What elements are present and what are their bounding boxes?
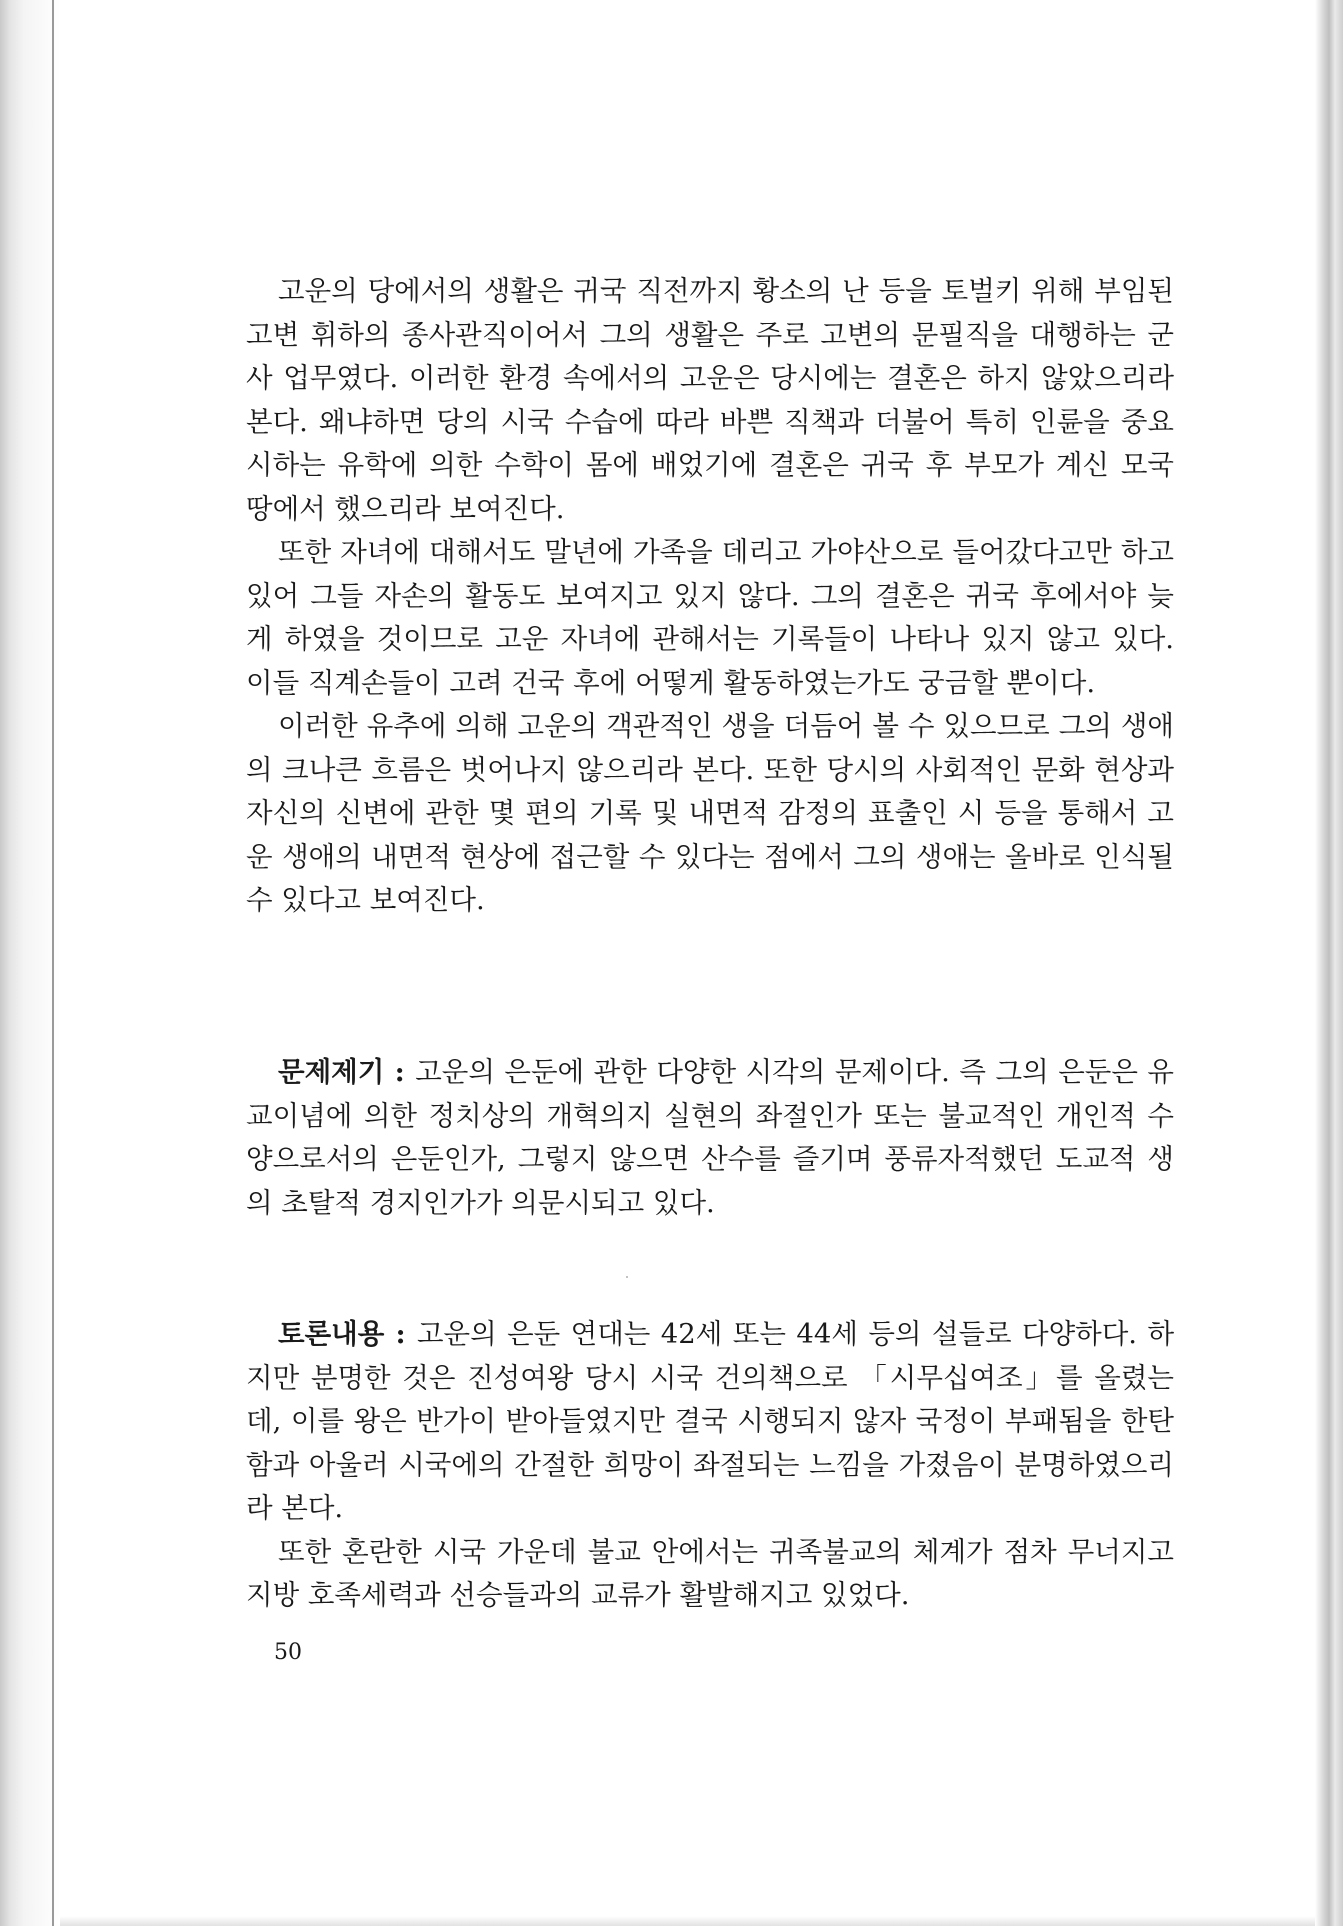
binding-shadow	[0, 0, 72, 1926]
page-number: 50	[274, 1640, 302, 1665]
discussion-section	[246, 1313, 1174, 1618]
paragraph: 또한 자녀에 대해서도 말년에 가족을 데리고 가야산으로 들어갔다고만 하고 있어 그들 자손의 활동도 보여지고 있지 않다. 그의 결혼은 귀국 후에서야 늦게 하였을 것이므로 고운 자녀에 관해서는 기록들이 나타나 있지 않고 있다. 이들 직계손들이 고려 건국 후에 어떻게 활동하였는가도 궁금할 뿐이다.	[246, 536, 1174, 699]
discussion-label: 토론내용 :	[278, 1318, 417, 1350]
problem-label: 문제제기 :	[278, 1056, 416, 1088]
paragraph: 이러한 유추에 의해 고운의 객관적인 생을 더듬어 볼 수 있으므로 그의 생애의 크나큰 흐름은 벗어나지 않으리라 본다. 또한 당시의 사회적인 문화 현상과 자신의 신변에 관한 몇 편의 기록 및 내면적 감정의 표출인 시 등을 통해서 고운 생애의 내면적 현상에 접근할 수 있다는 점에서 그의 생애는 올바로 인식될 수 있다고 보여진다.	[246, 710, 1174, 916]
body-text	[246, 270, 1174, 923]
page-left-edge	[52, 0, 54, 1926]
problem-paragraph	[246, 1051, 1174, 1225]
discussion-continuation: 또한 혼란한 시국 가운데 불교 안에서는 귀족불교의 체계가 점차 무너지고 지방 호족세력과 선승들과의 교류가 활발해지고 있었다.	[246, 1535, 1174, 1611]
page-bottom-edge	[60, 1916, 1315, 1926]
page-stack-edge	[1315, 0, 1343, 1926]
discussion-text: 고운의 은둔 연대는 42세 또는 44세 등의 설들로 다양하다. 하지만 분명한 것은 진성여왕 당시 시국 건의책으로 「시무십여조」를 올렸는데, 이를 왕은 반가이 받아들였지만 결국 시행되지 않자 국정이 부패됨을 한탄함과 아울러 시국에의 간절한 희망이 좌절되는 느낌을 가졌음이 분명하였으리라 본다.	[246, 1318, 1175, 1524]
discussion-paragraph	[246, 1313, 1174, 1531]
problem-text: 고운의 은둔에 관한 다양한 시각의 문제이다. 즉 그의 은둔은 유교이념에 의한 정치상의 개혁의지 실현의 좌절인가 또는 불교적인 개인적 수양으로서의 은둔인가, 그렇지 않으면 산수를 즐기며 풍류자적했던 도교적 생의 초탈적 경지인가가 의문시되고 있다.	[246, 1056, 1174, 1219]
problem-section	[246, 1051, 1174, 1225]
paragraph: 고운의 당에서의 생활은 귀국 직전까지 황소의 난 등을 토벌키 위해 부임된 고변 휘하의 종사관직이어서 그의 생활은 주로 고변의 문필직을 대행하는 군사 업무였다. 이러한 환경 속에서의 고운은 당시에는 결혼은 하지 않았으리라 본다. 왜냐하면 당의 시국 수습에 따라 바쁜 직책과 더불어 특히 인륜을 중요시하는 유학에 의한 수학이 몸에 배었기에 결혼은 귀국 후 부모가 계신 모국 땅에서 했으리라 보여진다.	[246, 275, 1174, 525]
scan-speck	[626, 1276, 628, 1278]
